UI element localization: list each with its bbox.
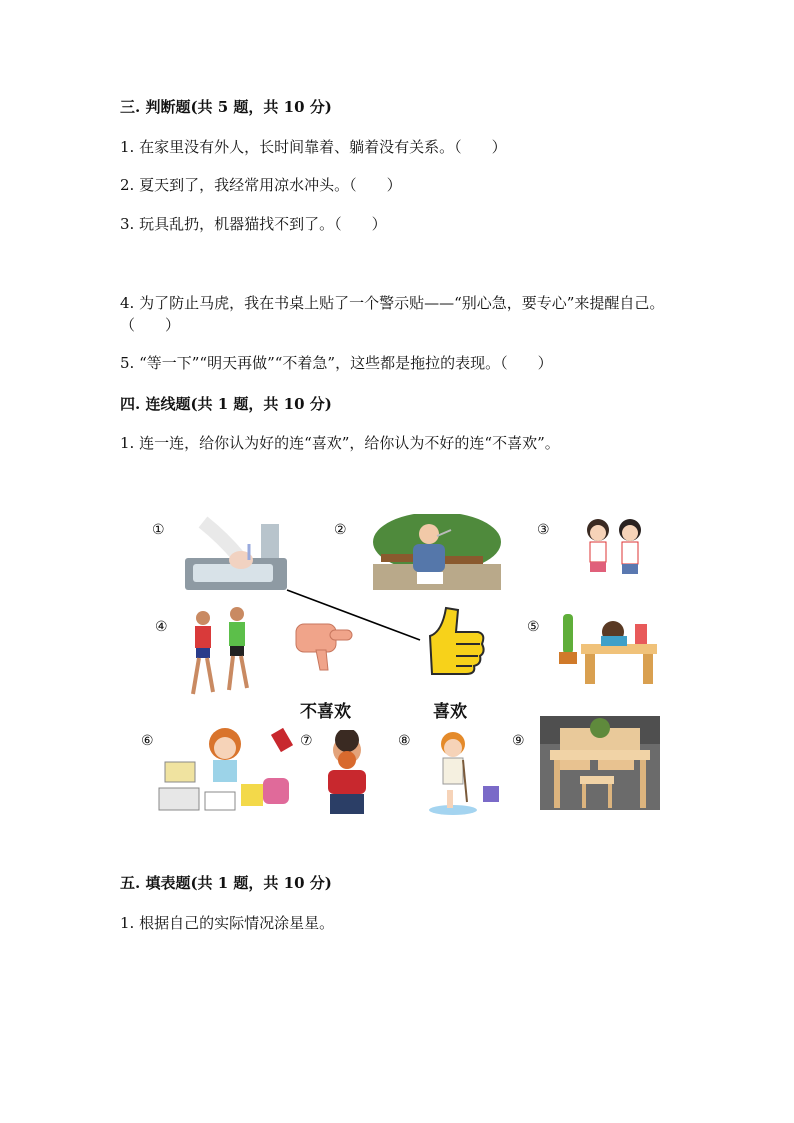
- tidy-desk-picture: [540, 716, 660, 810]
- matching-question: 1. 连一连，给你认为好的连“喜欢”，给你认为不好的连“不喜欢”。: [120, 434, 560, 452]
- picture-number-4: ④: [155, 619, 168, 635]
- judge-item-3: 3. 玩具乱扔，机器猫找不到了。（ ）: [120, 215, 387, 233]
- section4-heading: 四. 连线题(共 1 题，共 10 分): [120, 395, 332, 413]
- picture-number-9: ⑨: [512, 733, 525, 749]
- runners-picture: [183, 604, 261, 704]
- judge-item-5: 5. “等一下”“明天再做”“不着急”，这些都是拖拉的表现。（ ）: [120, 354, 553, 372]
- dislike-label: 不喜欢: [300, 702, 351, 722]
- picture-number-6: ⑥: [141, 733, 154, 749]
- handwashing-picture: [183, 514, 291, 594]
- thumbs-up-icon: [420, 604, 488, 676]
- judge-item-4: 4. 为了防止马虎，我在书桌上贴了一个警示贴——“别心急，要专心”来提醒自己。（ ）: [120, 294, 665, 334]
- section5-heading: 五. 填表题(共 1 题，共 10 分): [120, 874, 332, 892]
- picture-number-1: ①: [152, 522, 165, 538]
- picture-number-8: ⑧: [398, 733, 411, 749]
- judge-item-1: 1. 在家里没有外人，长时间靠着、躺着没有关系。（ ）: [120, 138, 507, 156]
- child-at-desk-picture: [555, 604, 661, 686]
- messy-room-picture: [155, 722, 295, 816]
- like-label: 喜欢: [433, 702, 467, 722]
- judge-item-2: 2. 夏天到了，我经常用凉水冲头。（ ）: [120, 176, 402, 194]
- picture-number-3: ③: [537, 522, 550, 538]
- picture-number-2: ②: [334, 522, 347, 538]
- boy-eating-picture: [318, 730, 376, 822]
- picture-number-7: ⑦: [300, 733, 313, 749]
- two-children-picture: [578, 516, 652, 584]
- matching-line: [285, 588, 425, 644]
- section3-heading: 三. 判断题(共 5 题，共 10 分): [120, 98, 332, 116]
- smoking-man-picture: [373, 514, 501, 590]
- girl-mopping-picture: [425, 730, 503, 818]
- picture-number-5: ⑤: [527, 619, 540, 635]
- fill-table-question: 1. 根据自己的实际情况涂星星。: [120, 914, 335, 932]
